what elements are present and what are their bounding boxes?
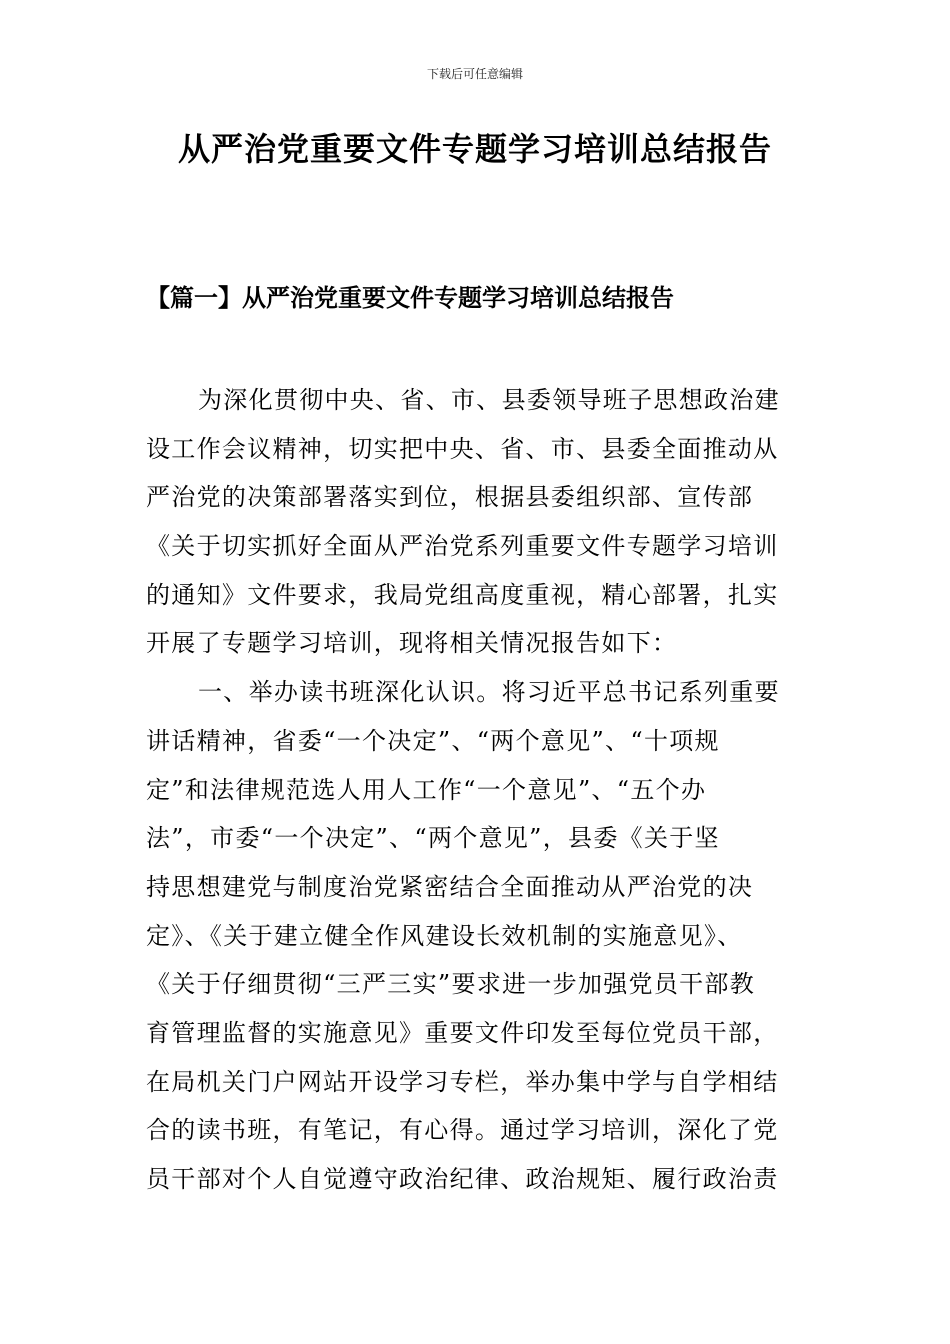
section-heading: 【篇一】从严治党重要文件专题学习培训总结报告 <box>146 283 674 312</box>
paragraph-line: 设工作会议精神，切实把中央、省、市、县委全面推动从 <box>146 434 779 463</box>
paragraph-line: 严治党的决策部署落实到位，根据县委组织部、宣传部 <box>146 483 754 512</box>
paragraph-line: 合的读书班，有笔记，有心得。通过学习培训，深化了党 <box>146 1116 779 1145</box>
paragraph-line: 《关于仔细贯彻“三严三实”要求进一步加强党员干部教 <box>146 970 756 999</box>
paragraph-line: 一、举办读书班深化认识。将习近平总书记系列重要 <box>198 678 780 707</box>
paragraph-line: 开展了专题学习培训，现将相关情况报告如下： <box>146 629 678 658</box>
paragraph-line: 定”和法律规范选人用人工作“一个意见”、“五个办 <box>146 775 707 804</box>
header-note: 下载后可任意编辑 <box>426 67 523 81</box>
paragraph-line: 《关于切实抓好全面从严治党系列重要文件专题学习培训 <box>146 532 779 561</box>
paragraph-line: 在局机关门户网站开设学习专栏，举办集中学与自学相结 <box>146 1067 779 1096</box>
body-text <box>146 376 806 1204</box>
paragraph-line: 定》、《关于建立健全作风建设长效机制的实施意见》、 <box>146 921 743 950</box>
paragraph-line: 的通知》文件要求，我局党组高度重视，精心部署，扎实 <box>146 580 779 609</box>
paragraph-line: 为深化贯彻中央、省、市、县委领导班子思想政治建 <box>198 386 780 414</box>
paragraph-line: 员干部对个人自觉遵守政治纪律、政治规矩、履行政治责 <box>146 1165 779 1193</box>
paragraph-line: 育管理监督的实施意见》重要文件印发至每位党员干部， <box>146 1018 779 1047</box>
document-title: 从严治党重要文件专题学习培训总结报告 <box>177 130 772 168</box>
paragraph-line: 法”，市委“一个决定”、“两个意见”，县委《关于坚 <box>146 824 720 853</box>
paragraph-line: 讲话精神，省委“一个决定”、“两个意见”、“十项规 <box>146 726 720 755</box>
paragraph-line: 持思想建党与制度治党紧密结合全面推动从严治党的决 <box>146 872 754 901</box>
